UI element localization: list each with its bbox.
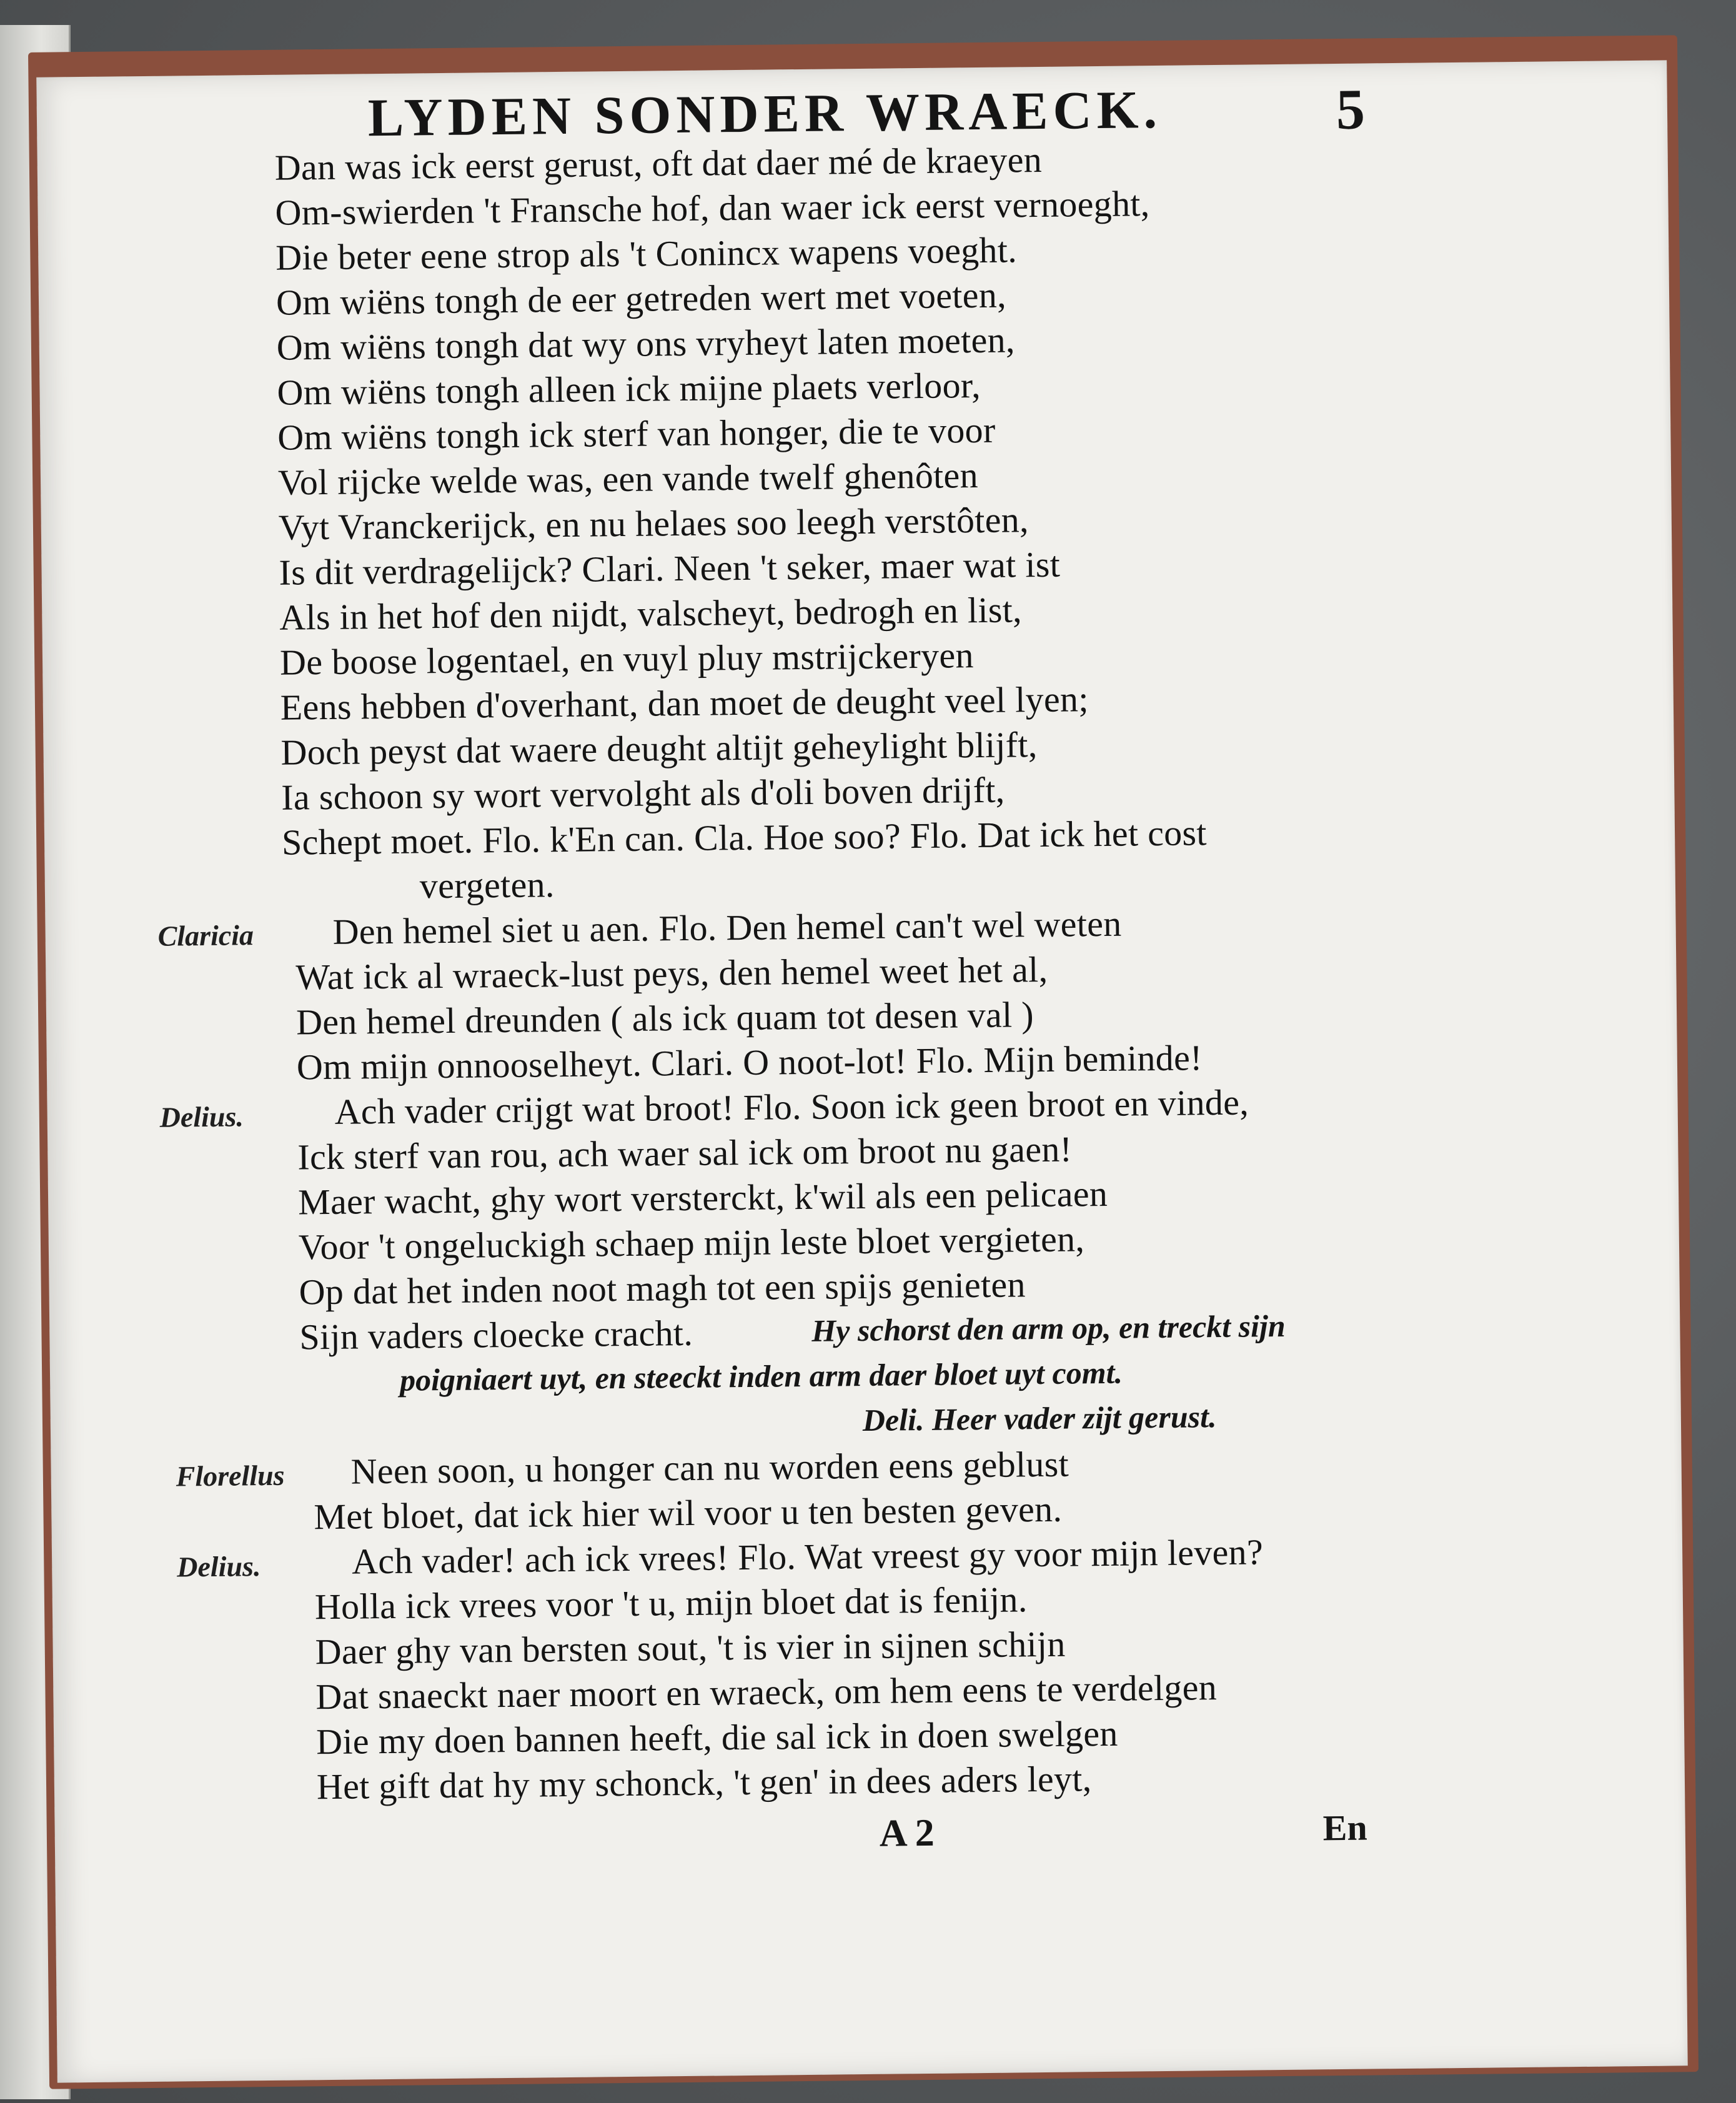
verse-line: Is dit verdragelijck? Clari. Neen 't seker, maer wat ist [279,544,1061,593]
stage-direction: Deli. Heer vader zijt gerust. [862,1399,1217,1438]
speaker-name: Delius. [159,1100,244,1133]
speaker-name: Claricia [157,919,254,952]
page-number: 5 [1336,77,1366,141]
verse-line: Om wiëns tongh de eer getreden wert met voeten, [275,274,1007,323]
verse-line: Dat snaeckt naer moort en wraeck, om hem eens te verdelgen [315,1667,1218,1718]
verse-line: Het gift dat hy my schonck, 't gen' in dees aders leyt, [316,1758,1092,1807]
speaker-name: Florellus [176,1459,285,1493]
verse-line: vergeten. [419,864,555,907]
verse-line: Eens hebben d'overhant, dan moet de deught veel lyen; [280,679,1089,728]
verse-line: Vol rijcke welde was, een vande twelf ghenôten [277,455,979,503]
verse-line: Om wiëns tongh alleen ick mijne plaets verloor, [277,364,981,413]
verse-line: Voor 't ongeluckigh schaep mijn leste bloet vergieten, [298,1218,1085,1268]
verse-line: Doch peyst dat waere deught altijt geheylight blijft, [280,724,1038,773]
speaker-name: Delius. [176,1550,261,1583]
verse-line: Als in het hof den nijdt, valscheyt, bedrogh en list, [279,589,1023,638]
verse-line: Ia schoon sy wort vervolght als d'oli boven drijft, [281,769,1005,818]
verse-line: Maer wacht, ghy wort versterckt, k'wil als een pelicaen [297,1173,1108,1223]
verse-line: Om-swierden 't Fransche hof, dan waer ick eerst vernoeght, [275,183,1150,233]
verse-line: Ach vader crijgt wat broot! Flo. Soon ick geen broot en vinde, [334,1081,1249,1132]
verse-line: Op dat het inden noot magh tot een spijs genieten [299,1264,1026,1313]
signature-mark: A 2 [879,1811,935,1855]
verse-line: Ach vader! ach ick vrees! Flo. Wat vreest gy voor mijn leven? [351,1531,1264,1582]
verse-line: Met bloet, dat ick hier wil voor u ten besten geven. [314,1488,1063,1538]
verse-line: Holla ick vrees voor 't u, mijn bloet dat is fenijn. [314,1579,1028,1628]
catchword: En [1322,1807,1368,1849]
stage-direction: Hy schorst den arm op, en treckt sijn [811,1308,1286,1348]
verse-line: Neen soon, u honger can nu worden eens geblust [350,1443,1069,1492]
stage-direction: poigniaert uyt, en steeckt inden arm daer bloet uyt comt. [399,1355,1123,1398]
verse-line: Ick sterf van rou, ach waer sal ick om broot nu gaen! [297,1128,1073,1178]
running-title: LYDEN SONDER WRAECK. [367,79,1163,148]
verse-line: Om wiëns tongh dat wy ons vryheyt laten moeten, [276,319,1016,368]
verse-line: Den hemel siet u aen. Flo. Den hemel can't wel weten [332,903,1122,952]
verse-line: Daer ghy van bersten sout, 't is vier in sijnen schijn [315,1623,1066,1673]
verse-line: Den hemel dreunden ( als ick quam tot desen val ) [295,994,1034,1043]
verse-line: Om wiëns tongh ick sterf van honger, die te voor [277,409,996,458]
book-page [36,60,1687,2082]
verse-line: Die beter eene strop als 't Conincx wapens voeght. [275,229,1018,278]
verse-line: Vyt Vranckerijck, en nu helaes soo leegh verstôten, [278,499,1029,548]
verse-line: Die my doen bannen heeft, die sal ick in doen swelgen [315,1713,1118,1762]
verse-line: Om mijn onnooselheyt. Clari. O noot-lot! Flo. Mijn beminde! [296,1037,1203,1088]
verse-line: Schept moet. Flo. k'En can. Cla. Hoe soo? Flo. Dat ick het cost [281,812,1208,863]
verse-line: Dan was ick eerst gerust, oft dat daer mé de kraeyen [274,139,1043,188]
verse-line: Wat ick al wraeck-lust peys, den hemel weet het al, [295,948,1048,998]
verse-line: Sijn vaders cloecke cracht. [299,1312,693,1358]
verse-line: De boose logentael, en vuyl pluy mstrijckeryen [279,635,975,683]
